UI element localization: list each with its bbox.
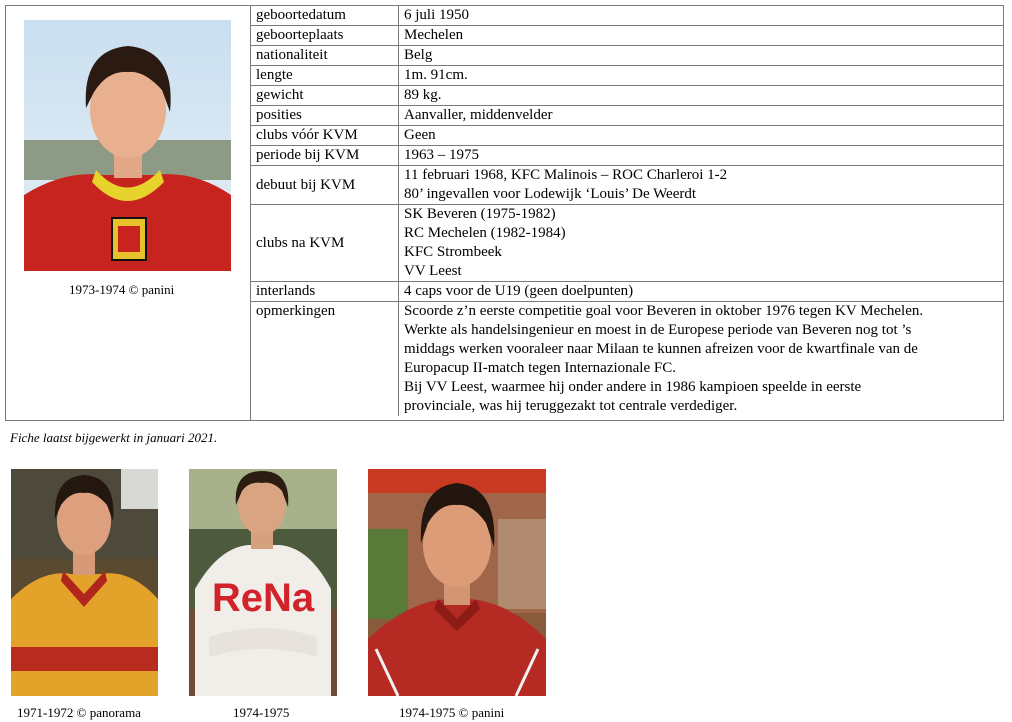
gallery-photo-rena-shirt bbox=[189, 469, 337, 696]
row-label-birthdate: geboortedatum bbox=[251, 6, 399, 26]
row-value-period: 1963 – 1975 bbox=[399, 146, 1005, 166]
table-row bbox=[251, 26, 1005, 46]
gallery-caption: 1974-1975 bbox=[233, 705, 290, 720]
row-label-clubs-before: clubs vóór KVM bbox=[251, 126, 399, 146]
row-label-height: lengte bbox=[251, 66, 399, 86]
table-row bbox=[251, 146, 1005, 166]
remark-line: Werkte als handelsingenieur en moest in de Europese periode van Beveren nog tot ’s bbox=[404, 322, 912, 338]
row-value-positions: Aanvaller, middenvelder bbox=[399, 106, 1005, 126]
club-line: SK Beveren (1975-1982) bbox=[404, 206, 556, 222]
table-row bbox=[251, 86, 1005, 106]
club-line: VV Leest bbox=[404, 263, 462, 279]
row-value-nationality: Belg bbox=[399, 46, 1005, 66]
row-label-positions: posities bbox=[251, 106, 399, 126]
remark-line: Europacup II-match tegen Internazionale FC. bbox=[404, 360, 676, 376]
player-card bbox=[5, 5, 1004, 421]
row-value-birthplace: Mechelen bbox=[399, 26, 1005, 46]
row-value-weight: 89 kg. bbox=[399, 86, 1005, 106]
remark-line: Bij VV Leest, waarmee hij onder andere in 1986 kampioen speelde in eerste bbox=[404, 379, 862, 395]
table-row bbox=[251, 46, 1005, 66]
row-value-remarks bbox=[399, 302, 1005, 417]
row-value-birthdate: 6 juli 1950 bbox=[399, 6, 1005, 26]
row-label-nationality: nationaliteit bbox=[251, 46, 399, 66]
club-line: RC Mechelen (1982-1984) bbox=[404, 225, 566, 241]
table-row bbox=[251, 302, 1005, 417]
gallery-caption: 1971-1972 © panorama bbox=[17, 705, 141, 720]
shirt-sponsor-text: ReNa bbox=[211, 576, 315, 620]
row-value-height: 1m. 91cm. bbox=[399, 66, 1005, 86]
debut-line: 11 februari 1968, KFC Malinois – ROC Charleroi 1-2 bbox=[404, 167, 728, 183]
table-row bbox=[251, 282, 1005, 302]
row-value-debut bbox=[399, 166, 1005, 205]
row-label-debut: debuut bij KVM bbox=[251, 166, 399, 205]
row-label-birthplace: geboorteplaats bbox=[251, 26, 399, 46]
table-row bbox=[251, 126, 1005, 146]
row-value-clubs-after bbox=[399, 205, 1005, 282]
table-row bbox=[251, 66, 1005, 86]
remark-line: middags werken vooraleer naar Milaan te kunnen afreizen voor de kwartfinale van de bbox=[404, 341, 918, 357]
table-row bbox=[251, 205, 1005, 282]
gallery-caption: 1974-1975 © panini bbox=[399, 705, 505, 720]
row-label-period: periode bij KVM bbox=[251, 146, 399, 166]
club-line: KFC Strombeek bbox=[404, 244, 502, 260]
debut-line: 80’ ingevallen voor Lodewijk ‘Louis’ De Weerdt bbox=[404, 186, 697, 202]
row-label-remarks: opmerkingen bbox=[251, 302, 399, 417]
portrait-caption: 1973-1974 © panini bbox=[69, 282, 175, 297]
remark-line: provinciale, was hij teruggezakt tot centrale verdediger. bbox=[404, 398, 738, 414]
row-value-clubs-before: Geen bbox=[399, 126, 1005, 146]
player-info-table bbox=[250, 6, 1004, 416]
table-row bbox=[251, 106, 1005, 126]
gallery-photo-panini-tracksuit bbox=[368, 469, 546, 696]
last-updated-note: Fiche laatst bijgewerkt in januari 2021. bbox=[10, 430, 218, 445]
row-label-weight: gewicht bbox=[251, 86, 399, 106]
portrait-cell bbox=[6, 6, 251, 420]
remark-line: Scoorde z’n eerste competitie goal voor Beveren in oktober 1976 tegen KV Mechelen. bbox=[404, 303, 924, 319]
row-value-caps: 4 caps voor de U19 (geen doelpunten) bbox=[399, 282, 1005, 302]
row-label-clubs-after: clubs na KVM bbox=[251, 205, 399, 282]
row-label-caps: interlands bbox=[251, 282, 399, 302]
gallery-photo-panorama bbox=[11, 469, 158, 696]
table-row bbox=[251, 6, 1005, 26]
table-row bbox=[251, 166, 1005, 205]
player-portrait-photo bbox=[24, 20, 231, 271]
